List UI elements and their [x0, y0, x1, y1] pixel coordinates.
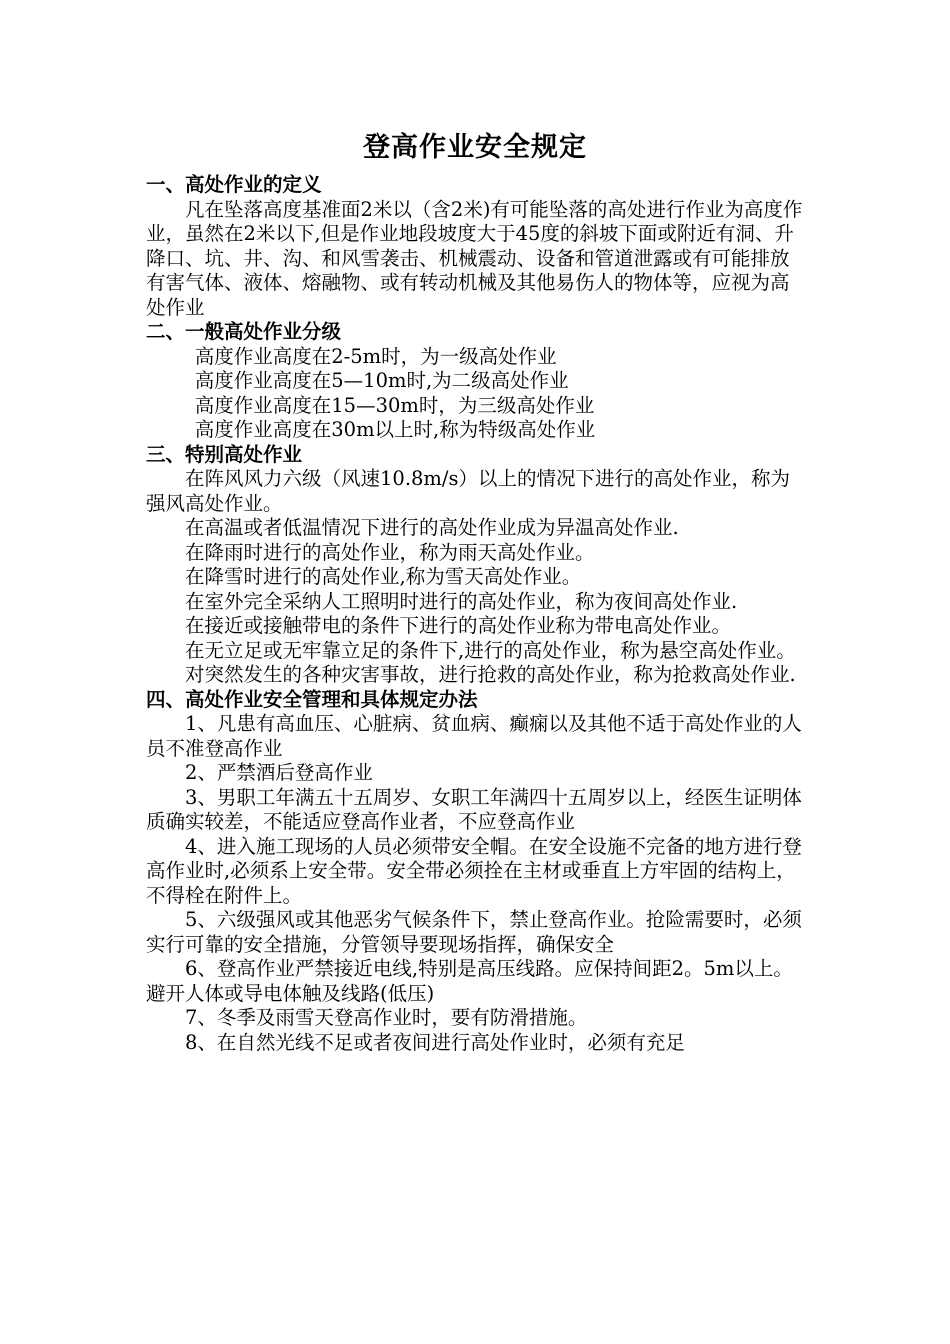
rule-item-4: 4、进入施工现场的人员必须带安全帽。在安全设施不完备的地方进行登高作业时,必须系上安全带。安全带必须拴在主材或垂直上方牢固的结构上，不得栓在附件上。: [146, 834, 802, 907]
paragraph-strong-wind: 在阵风风力六级（风速10.8m/s）以上的情况下进行的高处作业，称为强风高处作业。: [146, 467, 790, 515]
paragraph-snow: 在降雪时进行的高处作业,称为雪天高处作业。: [185, 565, 582, 588]
document-title: 登高作业安全规定: [363, 132, 587, 163]
section-heading-special: 三、特别高处作业: [146, 442, 303, 466]
level-item-1: 高度作业高度在2-5m时，为一级高处作业: [194, 344, 557, 368]
section-heading-definition: 一、高处作业的定义: [146, 173, 322, 196]
rule-item-2: 2、严禁酒后登高作业: [185, 761, 373, 784]
paragraph-temperature: 在高温或者低温情况下进行的高处作业成为异温高处作业.: [185, 516, 679, 539]
section-heading-levels: 二、一般高处作业分级: [146, 320, 342, 343]
document-body: [146, 173, 806, 1055]
level-item-3: 高度作业高度在15—30m时，为三级高处作业: [194, 393, 595, 417]
paragraph-definition: 凡在坠落高度基准面2米以（含2米)有可能坠落的高处进行作业为高度作业，虽然在2米以下,但是作业地段坡度大于45度的斜坡下面或附近有洞、升降口、坑、井、沟、和风雪袭击、机械震动、设备和管道泄露或有可能排放有害气体、液体、熔融物、或有转动机械及其他易伤人的物体等，应视为高处作业: [146, 197, 803, 319]
paragraph-night: 在室外完全采纳人工照明时进行的高处作业，称为夜间高处作业.: [185, 589, 738, 613]
level-item-2: 高度作业高度在5—10m时,为二级高处作业: [194, 369, 569, 392]
paragraph-rescue: 对突然发生的各种灾害事故，进行抢救的高处作业，称为抢救高处作业.: [185, 663, 796, 686]
rule-item-6: 6、登高作业严禁接近电线,特别是高压线路。应保持间距2。5m以上。避开人体或导电体触及线路(低压): [146, 957, 793, 1005]
rule-item-1: 1、凡患有高血压、心脏病、贫血病、癫痫以及其他不适于高处作业的人员不准登高作业: [146, 712, 802, 760]
paragraph-rain: 在降雨时进行的高处作业，称为雨天高处作业。: [185, 540, 595, 564]
rule-item-5: 5、六级强风或其他恶劣气候条件下，禁止登高作业。抢险需要时，必须实行可靠的安全措施，分管领导要现场指挥，确保安全: [146, 908, 802, 956]
level-item-4: 高度作业高度在30m以上时,称为特级高处作业: [194, 418, 596, 441]
section-heading-management: 四、高处作业安全管理和具体规定办法: [146, 687, 478, 711]
rule-item-3: 3、男职工年满五十五周岁、女职工年满四十五周岁以上，经医生证明体质确实较差，不能适应登高作业者，不应登高作业: [146, 785, 802, 833]
rule-item-7: 7、冬季及雨雪天登高作业时，要有防滑措施。: [185, 1006, 588, 1029]
rule-item-8: 8、在自然光线不足或者夜间进行高处作业时，必须有充足: [185, 1030, 685, 1054]
paragraph-live-electric: 在接近或接触带电的条件下进行的高处作业称为带电高处作业。: [185, 614, 732, 637]
paragraph-suspended: 在无立足或无牢靠立足的条件下,进行的高处作业，称为悬空高处作业。: [185, 638, 796, 662]
